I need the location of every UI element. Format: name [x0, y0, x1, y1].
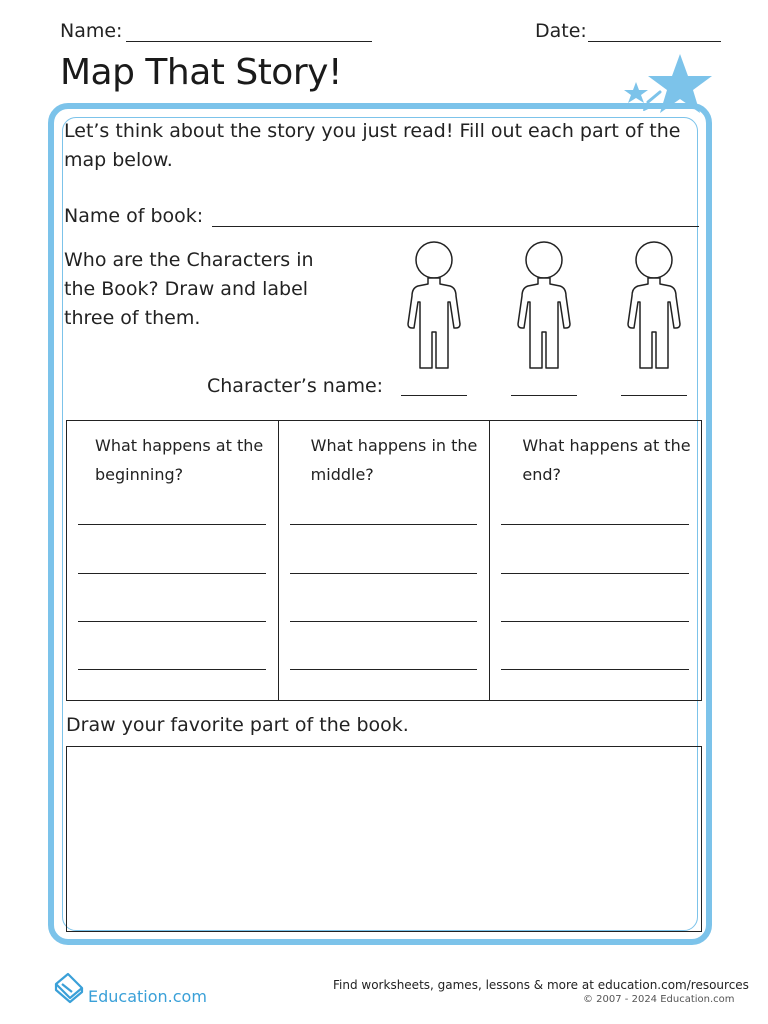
education-logo-icon: [52, 970, 86, 1004]
writing-line[interactable]: [290, 669, 478, 670]
end-column: [490, 421, 701, 700]
writing-line[interactable]: [78, 573, 266, 574]
writing-line[interactable]: [290, 621, 478, 622]
writing-line[interactable]: [501, 524, 689, 525]
column-heading: What happens at the end?: [522, 436, 691, 484]
character-outline-icon[interactable]: [514, 240, 574, 372]
writing-line[interactable]: [290, 573, 478, 574]
brand-name: Education.com: [88, 987, 207, 1006]
writing-line[interactable]: [290, 524, 478, 525]
story-map-table: [66, 420, 702, 701]
draw-prompt: Draw your favorite part of the book.: [66, 714, 409, 736]
character-outline-icon[interactable]: [624, 240, 684, 372]
writing-line[interactable]: [78, 669, 266, 670]
copyright: © 2007 - 2024 Education.com: [583, 994, 735, 1005]
character-name-field-3[interactable]: [621, 395, 687, 396]
date-field[interactable]: [588, 41, 721, 42]
character-name-field-1[interactable]: [401, 395, 467, 396]
writing-line[interactable]: [78, 524, 266, 525]
name-label: Name:: [60, 20, 123, 42]
character-name-label: Character’s name:: [207, 375, 384, 397]
character-name-field-2[interactable]: [511, 395, 577, 396]
column-heading: What happens at the beginning?: [95, 436, 264, 484]
writing-line[interactable]: [501, 669, 689, 670]
writing-line[interactable]: [501, 621, 689, 622]
writing-line[interactable]: [501, 573, 689, 574]
name-field[interactable]: [126, 41, 372, 42]
book-name-label: Name of book:: [64, 205, 204, 227]
book-name-field[interactable]: [212, 226, 699, 227]
date-label: Date:: [535, 20, 587, 42]
writing-line[interactable]: [78, 621, 266, 622]
intro-text: Let’s think about the story you just read! Fill out each part of the map below.: [64, 120, 681, 171]
drawing-box[interactable]: [66, 746, 702, 932]
beginning-column: [67, 421, 279, 700]
star-icon: [622, 52, 718, 120]
column-heading: What happens in the middle?: [310, 436, 478, 484]
characters-prompt: Who are the Characters in the Book? Draw and label three of them.: [64, 249, 314, 329]
page-title: Map That Story!: [60, 52, 342, 93]
middle-column: [279, 421, 491, 700]
character-outline-icon[interactable]: [404, 240, 464, 372]
footer-tagline: Find worksheets, games, lessons & more at education.com/resources: [333, 978, 749, 992]
